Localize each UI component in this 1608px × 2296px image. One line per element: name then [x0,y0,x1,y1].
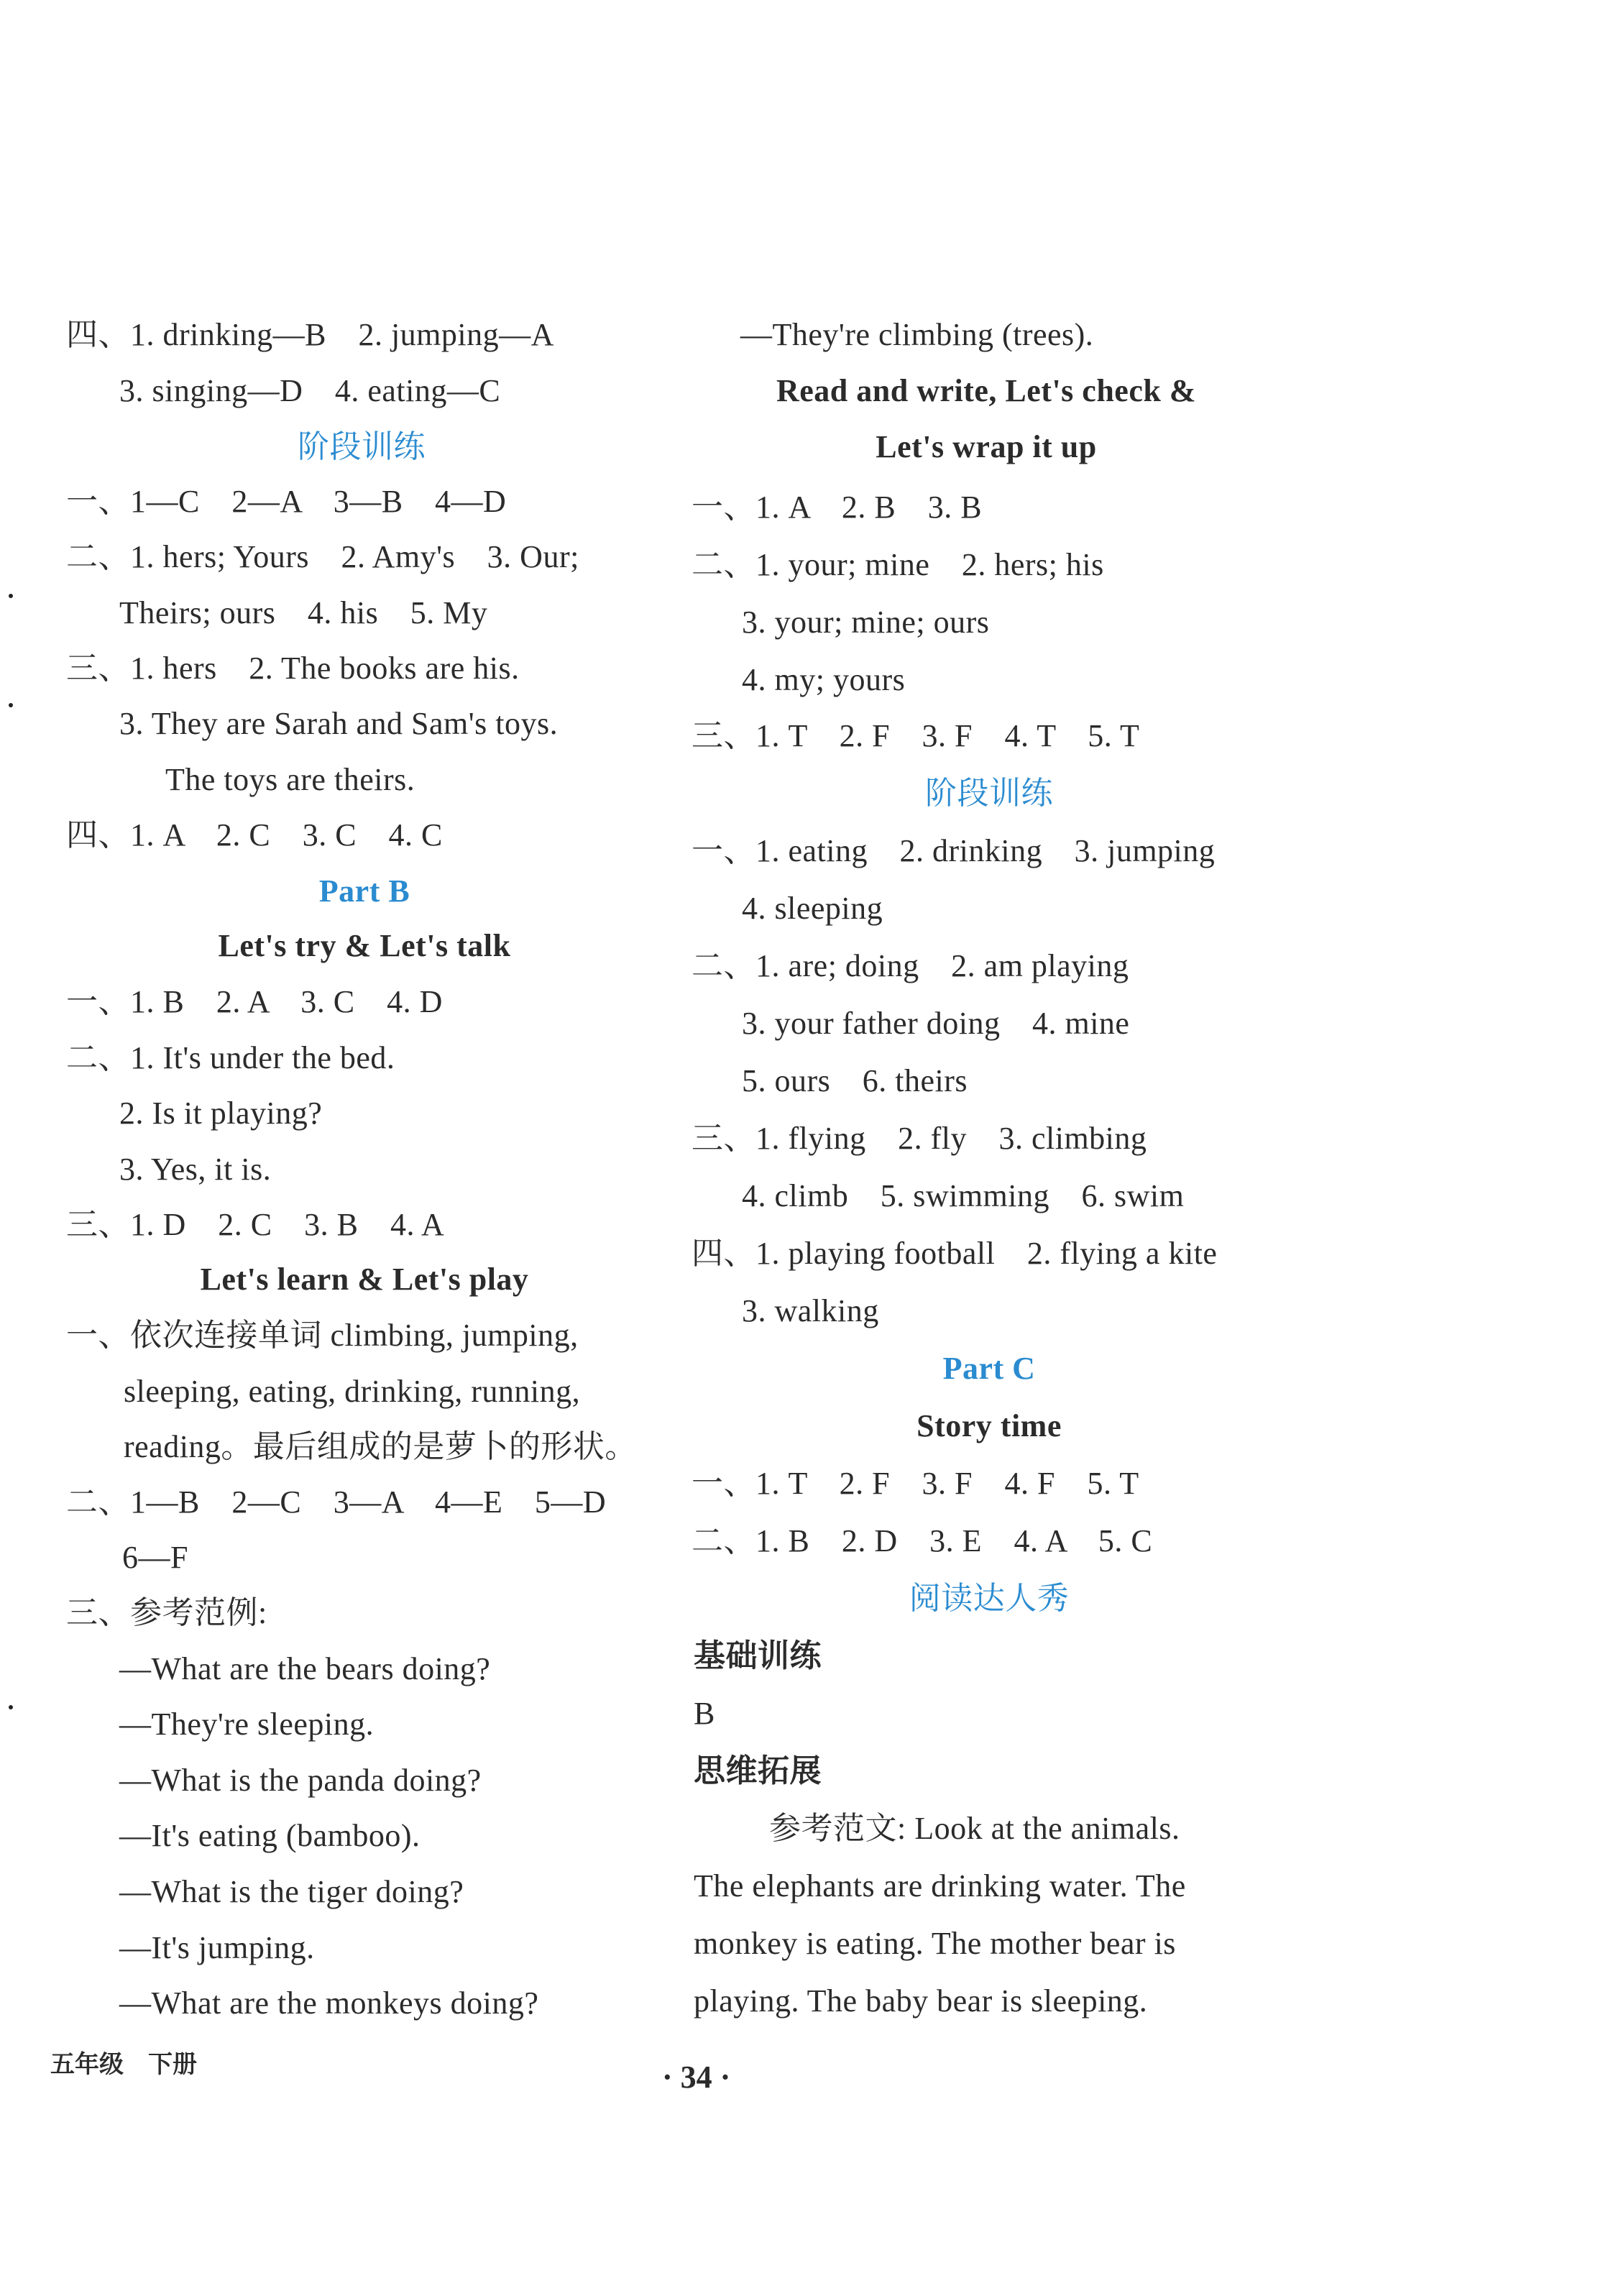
answer-line: 二、1. your; mine 2. hers; his [692,547,1104,582]
section-heading: Let's learn & Let's play [200,1262,529,1297]
answer-line: 3. They are Sarah and Sam's toys. [119,706,559,741]
answer-line: Theirs; ours 4. his 5. My [119,595,488,630]
answer-line: 四、1. playing football 2. flying a kite [692,1236,1218,1271]
answer-line: 四、1. drinking—B 2. jumping—A [66,317,554,352]
answer-line: sleeping, eating, drinking, running, [124,1374,581,1409]
section-heading: Part C [942,1351,1036,1386]
scan-speck [9,1705,13,1709]
scan-speck [9,703,13,707]
subsection-heading: 思维拓展 [694,1753,822,1789]
section-heading: Read and write, Let's check & [776,373,1196,408]
answer-line: 一、1. A 2. B 3. B [692,490,983,525]
answer-line: 二、1. It's under the bed. [66,1040,395,1075]
footer-grade-label: 五年级 下册 [50,2052,197,2078]
answer-line: 二、1. are; doing 2. am playing [692,948,1129,983]
answer-line: 3. singing—D 4. eating—C [119,373,501,408]
answer-line: 3. walking [742,1293,879,1328]
answer-line: —It's eating (bamboo). [119,1818,421,1853]
answer-line: 一、1. T 2. F 3. F 4. F 5. T [692,1466,1139,1501]
answer-line: —What are the bears doing? [119,1651,491,1686]
answer-line: 参考范文: Look at the animals. [769,1811,1180,1846]
answer-line: —What is the tiger doing? [119,1874,464,1909]
answer-line: 5. ours 6. theirs [742,1063,968,1098]
section-heading: 阶段训练 [298,429,426,464]
answer-line: reading。最后组成的是萝卜的形状。 [124,1429,637,1464]
answer-line: 4. sleeping [742,891,883,926]
section-heading: 阶段训练 [925,776,1053,811]
section-heading: Let's try & Let's talk [218,928,511,963]
section-heading: Part B [318,873,410,909]
answer-line: —They're sleeping. [119,1707,375,1742]
answer-line: —It's jumping. [119,1930,315,1965]
answer-line: 三、1. D 2. C 3. B 4. A [66,1207,445,1242]
answer-line: 3. your father doing 4. mine [742,1006,1130,1041]
page-number: · 34 · [662,2059,731,2095]
answer-line: 4. my; yours [742,662,906,697]
answer-line: 一、1. eating 2. drinking 3. jumping [692,833,1216,868]
section-heading: Story time [916,1408,1062,1443]
answer-line: 二、1. hers; Yours 2. Amy's 3. Our; [66,539,579,574]
answer-line: B [694,1696,715,1731]
answer-line: —They're climbing (trees). [740,317,1094,352]
answer-line: The toys are theirs. [165,762,415,797]
answer-line: 3. your; mine; ours [742,605,990,640]
answer-line: —What is the panda doing? [119,1763,482,1798]
answer-line: 3. Yes, it is. [119,1152,272,1187]
answer-line: 三、1. hers 2. The books are his. [66,651,520,686]
section-heading: Let's wrap it up [876,429,1097,464]
answer-line: 二、1—B 2—C 3—A 4—E 5—D [66,1484,607,1520]
section-heading: 阅读达人秀 [909,1581,1070,1616]
answer-line: monkey is eating. The mother bear is [694,1926,1176,1961]
answer-line: 三、参考范例: [66,1595,267,1630]
answer-line: 4. climb 5. swimming 6. swim [742,1178,1185,1213]
answer-line: 2. Is it playing? [119,1096,323,1131]
answer-line: 一、1—C 2—A 3—B 4—D [66,484,507,519]
answer-line: 三、1. T 2. F 3. F 4. T 5. T [692,718,1140,753]
answer-line: playing. The baby bear is sleeping. [694,1983,1148,2019]
answer-line: 6—F [122,1540,188,1575]
answer-line: 四、1. A 2. C 3. C 4. C [66,817,443,853]
answer-line: 三、1. flying 2. fly 3. climbing [692,1121,1147,1156]
subsection-heading: 基础训练 [694,1638,822,1674]
scan-speck [9,594,13,598]
answer-line: 二、1. B 2. D 3. E 4. A 5. C [692,1523,1153,1558]
answer-line: 一、1. B 2. A 3. C 4. D [66,984,443,1019]
answer-line: —What are the monkeys doing? [119,1985,539,2021]
answer-line: The elephants are drinking water. The [694,1868,1186,1904]
answer-line: 一、依次连接单词 climbing, jumping, [66,1318,579,1353]
